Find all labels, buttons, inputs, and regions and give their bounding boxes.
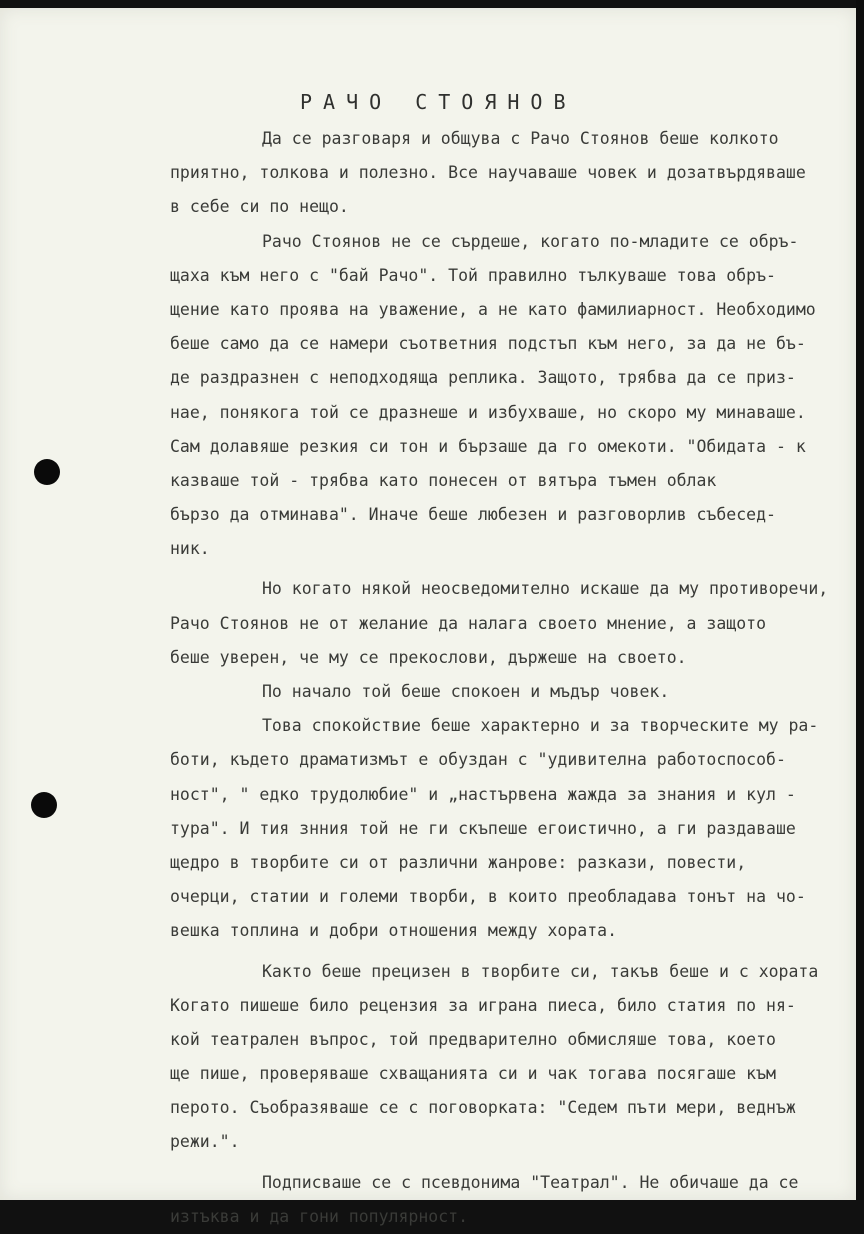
text-line: беше само да се намери съответния подстъп към него, за да не бъ- (170, 334, 806, 354)
text-line: ник. (170, 539, 210, 559)
text-line: нае, понякога той се дразнеше и избухваше, но скоро му минаваше. (170, 402, 806, 422)
typewritten-page (0, 8, 856, 1226)
text-line: Подписваше се с псевдонима "Театрал". Не обичаше да се (262, 1172, 799, 1192)
text-line: Както беше прецизен в творбите си, такъв беше и с хората (262, 961, 819, 981)
text-line: Когато пишеше било рецензия за играна пиеса, било статия по ня- (170, 995, 796, 1015)
text-line: приятно, толкова и полезно. Все научаваше човек и дозатвърдяваше (170, 163, 806, 183)
text-line: вешка топлина и добри отношения между хората. (170, 921, 618, 941)
text-line: щение като проява на уважение, а не като фамилиарност. Необходимо (170, 299, 816, 319)
text-line: Това спокойствие беше характерно и за творческите му ра- (262, 716, 819, 736)
text-line: Да се разговаря и общува с Рачо Стоянов беше колкото (262, 129, 779, 148)
text-line: Сам долавяше резкия си тон и бързаше да го омекоти. "Обидата - к (170, 436, 806, 456)
punch-hole (31, 792, 57, 818)
text-line: в себе си по нещо. (170, 197, 349, 217)
text-line: де раздразнен с неподходяща реплика. Защото, трябва да се приз- (170, 368, 796, 388)
text-line: перото. Съобразяваше се с поговорката: "Седем пъти мери, веднъж (170, 1098, 796, 1118)
text-line: ност", " едко трудолюбие" и „настървена жажда за знания и кул - (170, 784, 796, 804)
text-line: очерци, статии и големи творби, в които преобладава тонът на чо- (170, 887, 806, 907)
text-line: Рачо Стоянов не от желание да налага своето мнение, а защото (170, 613, 767, 633)
text-line: изтъква и да гони популярност. (170, 1206, 469, 1226)
text-line: Но когато някой неосведомително искаше да му противоречи, (262, 579, 829, 599)
text-line: тура". И тия знния той не ги скъпеше егоистично, а ги раздаваше (170, 818, 796, 838)
text-line: кой театрален въпрос, той предварително обмисляше това, което (170, 1029, 776, 1049)
text-line: щаха към него с "бай Рачо". Той правилно тълкуваше това обръ- (170, 265, 776, 285)
punch-hole (34, 459, 60, 485)
text-line: боти, където драматизмът е обуздан с "удивителна работоспособ- (170, 750, 786, 770)
text-line: беше уверен, че му се прекослови, държеше на своето. (170, 647, 687, 667)
text-line: бързо да отминава". Иначе беше любезен и разговорлив събесед- (170, 505, 776, 525)
text-line: По начало той беше спокоен и мъдър човек. (262, 682, 670, 701)
text-line: щедро в творбите си от различни жанрове: разкази, повести, (170, 852, 747, 872)
text-line: Рачо Стоянов не се сърдеше, когато по-младите се обръ- (262, 231, 799, 251)
document-title: РАЧО СТОЯНОВ (300, 90, 577, 114)
text-line: казваше той - трябва като понесен от вятъра тъмен облак (170, 470, 717, 490)
document-body (170, 122, 856, 1234)
text-line: ще пише, проверяваше схващанията си и чак тогава посягаше към (170, 1064, 776, 1084)
page-edge (856, 0, 864, 1200)
text-line: режи.". (170, 1132, 240, 1152)
